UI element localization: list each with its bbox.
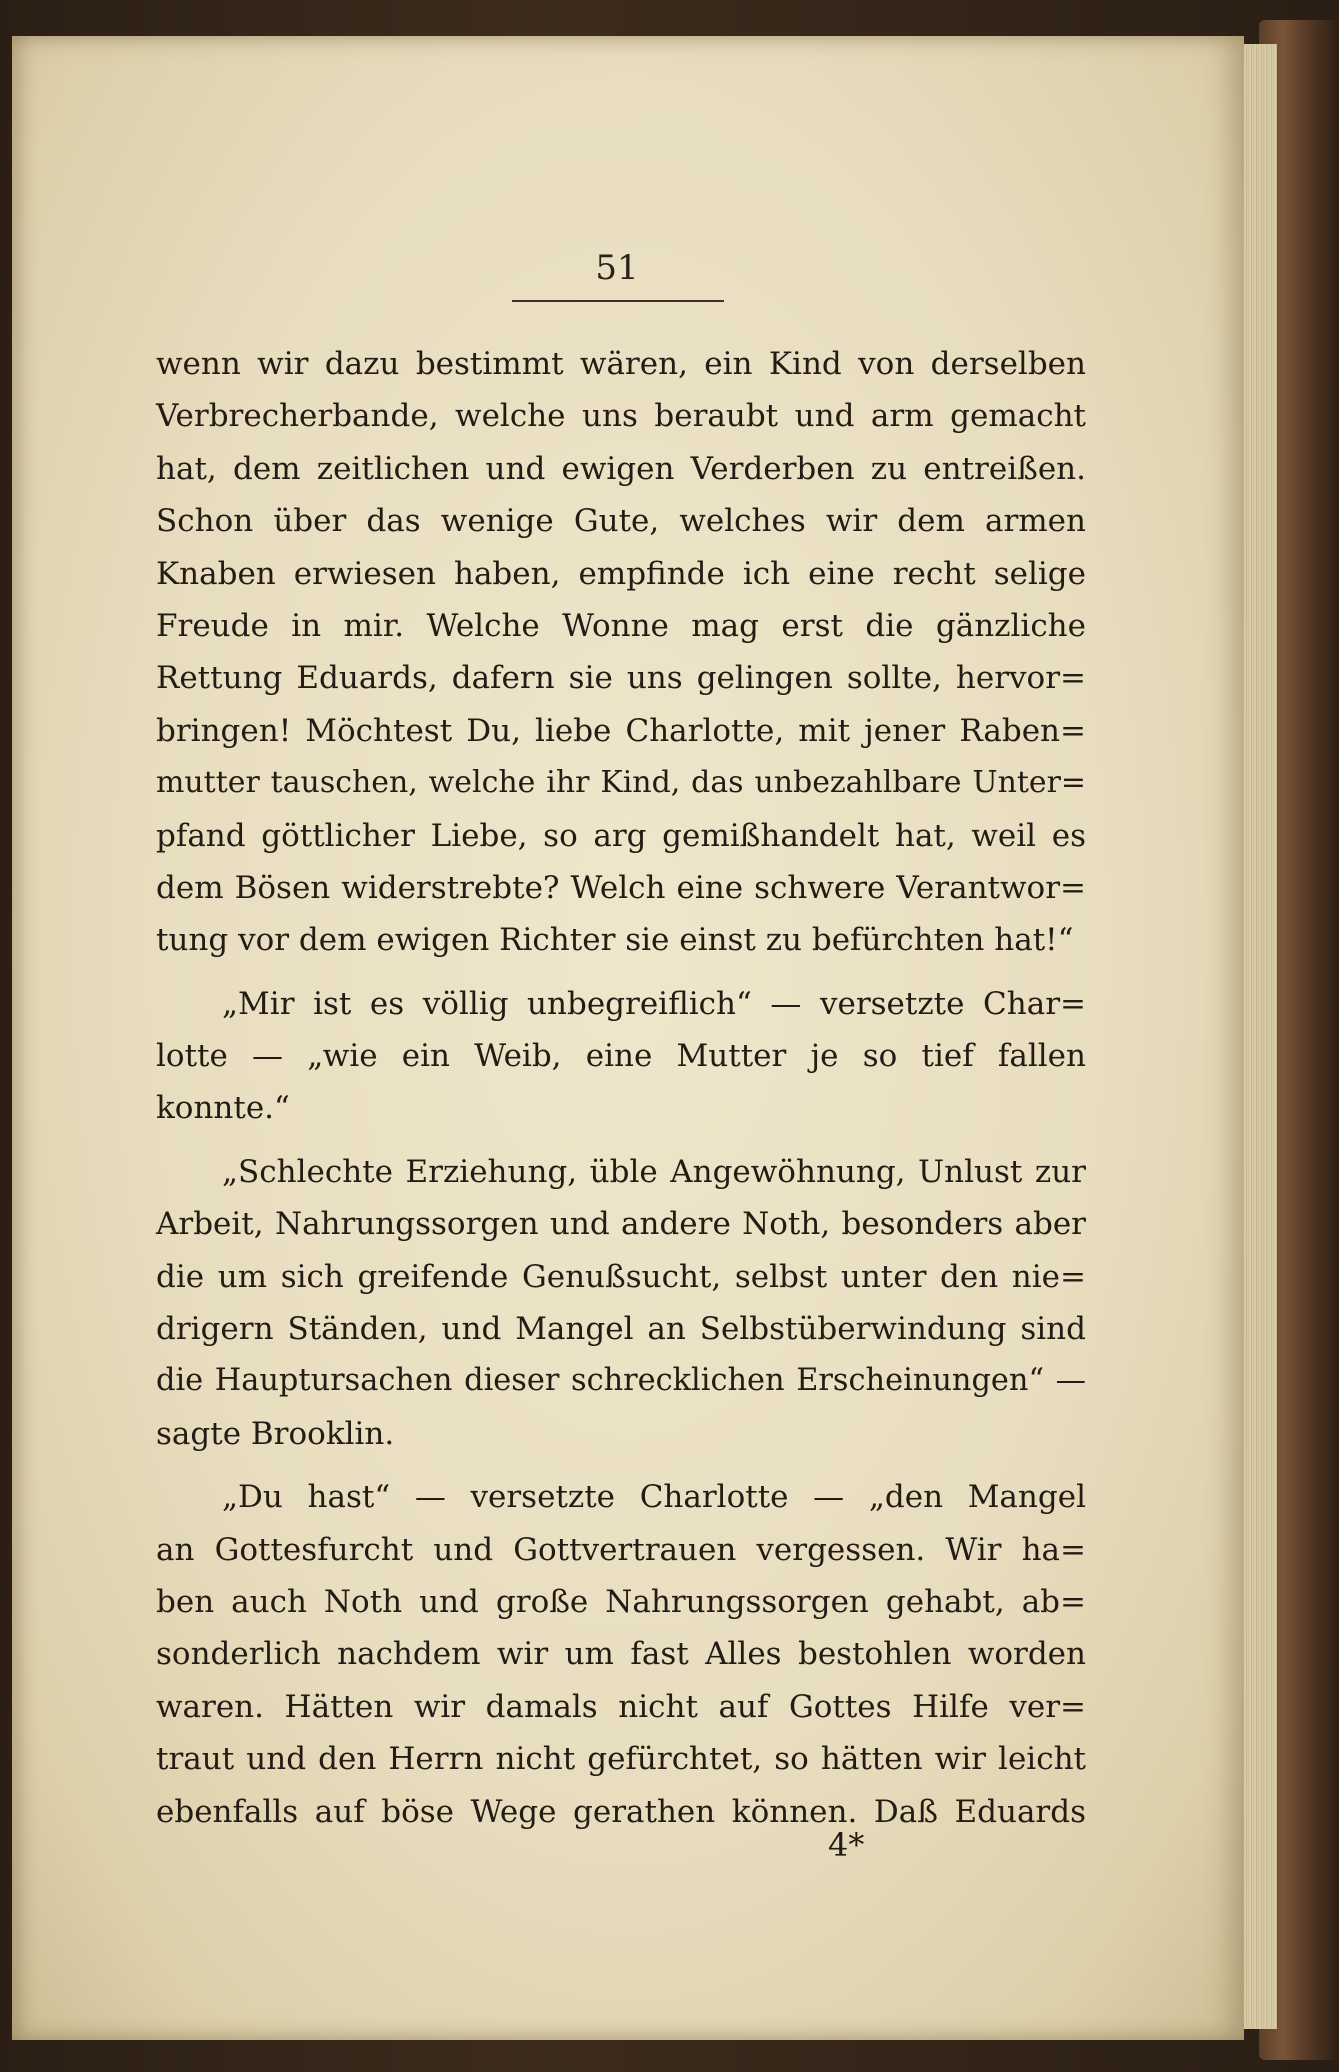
text-line: „Mir ist es völlig unbegreiflich“ — versetzte Char= [222, 985, 1086, 1022]
text-line: die um sich greifende Genußsucht, selbst unter den nie= [156, 1258, 1086, 1295]
paragraph-gap [156, 1135, 1086, 1146]
text-line: konnte.“ [156, 1090, 290, 1127]
text-line: wenn wir dazu bestimmt wären, ein Kind von derselben [156, 346, 1086, 382]
text-line: traut und den Herrn nicht gefürchtet, so hätten wir leicht [156, 1741, 1086, 1778]
text-line: hat, dem zeitlichen und ewigen Verderben zu entreißen. [156, 450, 1086, 487]
text-line: Schon über das wenige Gute, welches wir dem armen [156, 503, 1086, 540]
text-line: dem Bösen widerstrebte? Welch eine schwere Verantwor= [156, 869, 1086, 906]
text-line: bringen! Möchtest Du, liebe Charlotte, mit jener Raben= [156, 712, 1086, 749]
header-rule [512, 300, 724, 302]
text-line: Arbeit, Nahrungssorgen und andere Noth, besonders aber [156, 1206, 1086, 1243]
text-line: waren. Hätten wir damals nicht auf Gottes Hilfe ver= [156, 1688, 1086, 1725]
text-line: ebenfalls auf böse Wege gerathen können. Daß Eduards [156, 1793, 1086, 1830]
text-line: sagte Brooklin. [156, 1415, 395, 1452]
paragraph-gap [156, 967, 1086, 978]
text-line: pfand göttlicher Liebe, so arg gemißhandelt hat, weil es [156, 817, 1086, 854]
text-line: „Du hast“ — versetzte Charlotte — „den Mangel [222, 1479, 1086, 1516]
body-text [156, 338, 1086, 1838]
text-line: mutter tauschen, welche ihr Kind, das unbezahlbare Unter= [156, 765, 1086, 801]
text-line: lotte — „wie ein Weib, eine Mutter je so tief fallen [156, 1038, 1086, 1075]
text-line: drigern Ständen, und Mangel an Selbstüberwindung sind [156, 1311, 1086, 1348]
text-line: Knaben erwiesen haben, empfinde ich eine recht selige [156, 555, 1086, 592]
text-line: ben auch Noth und große Nahrungssorgen gehabt, ab= [156, 1583, 1086, 1620]
text-line: tung vor dem ewigen Richter sie einst zu befürchten hat!“ [156, 922, 1074, 959]
text-line: die Hauptursachen dieser schrecklichen Erscheinungen“ — [156, 1363, 1086, 1399]
book-page [12, 36, 1244, 2040]
paragraph-gap [156, 1460, 1086, 1471]
text-line: Verbrecherbande, welche uns beraubt und arm gemacht [156, 398, 1086, 435]
text-line: an Gottesfurcht und Gottvertrauen vergessen. Wir ha= [156, 1531, 1086, 1568]
signature-mark: 4* [828, 1826, 865, 1864]
text-line: sonderlich nachdem wir um fast Alles bestohlen worden [156, 1636, 1086, 1673]
page-number: 51 [595, 248, 639, 288]
text-line: Rettung Eduards, dafern sie uns gelingen sollte, hervor= [156, 660, 1086, 697]
text-line: Freude in mir. Welche Wonne mag erst die gänzliche [156, 607, 1086, 644]
text-line: „Schlechte Erziehung, üble Angewöhnung, Unlust zur [222, 1153, 1086, 1190]
